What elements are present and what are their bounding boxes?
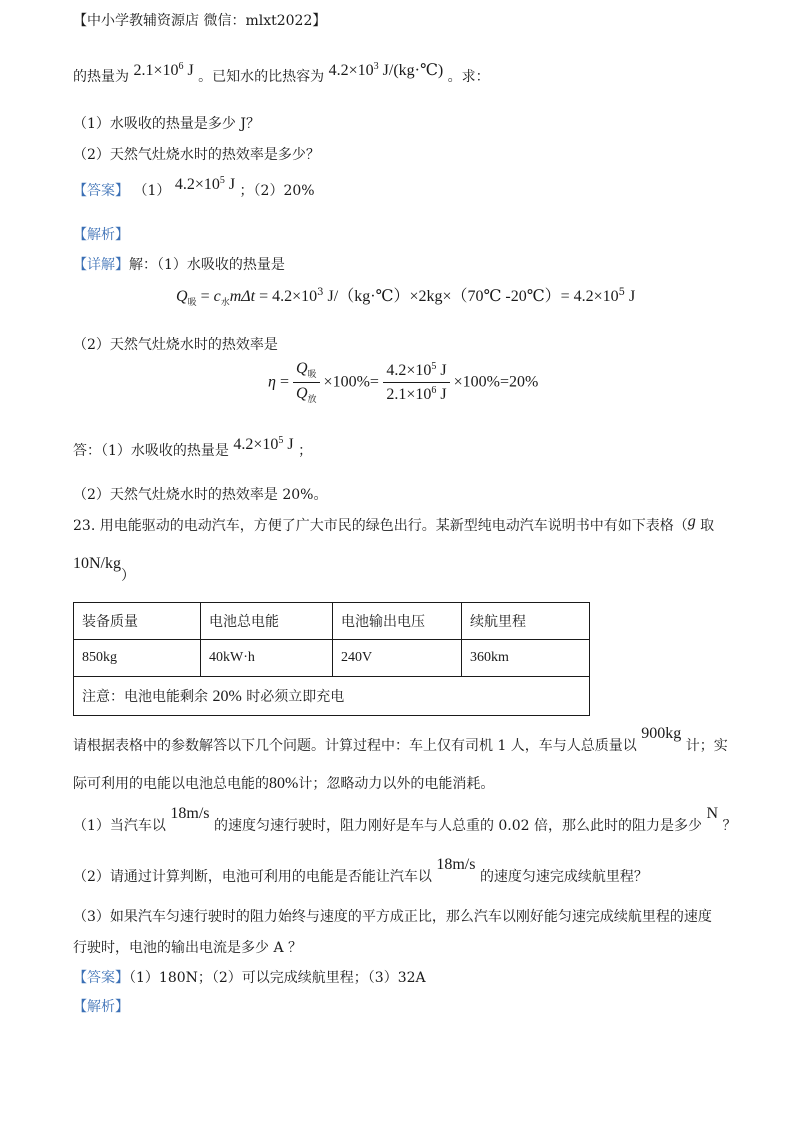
question-22-part-1: （1）水吸收的热量是多少 J？ (73, 116, 260, 132)
answer-tag: 【答案】 (73, 970, 129, 986)
detail-tag: 【详解】 (73, 257, 129, 273)
question-23-stem-line2: 10N/kg） (73, 555, 135, 584)
answer-22 (73, 175, 315, 200)
conclusion-2: （2）天然气灶烧水时的热效率是 20%。 (73, 487, 328, 503)
answer-tag: 【答案】 (73, 183, 129, 199)
text-segment: 际可利用的电能以电池总电能的 (73, 776, 269, 792)
heat-value: $2.1\times 10^6$ J (133, 61, 194, 79)
text-segment: （1）当汽车以 (73, 818, 166, 834)
text-segment: ？ (722, 818, 737, 834)
text-segment: 解：（1）水吸收的热量是 (129, 257, 285, 273)
question-23-part-3-line1: （3）如果汽车匀速行驶时的阻力始终与速度的平方成正比，那么汽车以刚好能匀速完成续航里程的速度 (73, 909, 712, 925)
question-22-continuation (73, 61, 490, 86)
table-header-cell: 装备质量 (74, 603, 201, 640)
conclusion-heat-value: $4.2\times 10^5$ J (233, 435, 294, 453)
table-header-row (74, 603, 590, 640)
table-header-cell: 电池输出电压 (333, 603, 462, 640)
instruction-line-1 (73, 725, 728, 755)
specification-table (73, 602, 590, 716)
analysis-tag-23: 【解析】 (73, 999, 129, 1015)
question-22-part-2: （2）天然气灶烧水时的热效率是多少？ (73, 147, 320, 163)
question-23-part-1 (73, 805, 737, 835)
percent-value: 80% (269, 775, 299, 792)
detail-intro (73, 254, 285, 274)
table-row (74, 640, 590, 677)
text-segment: ；（2）20% (239, 183, 315, 199)
question-23-stem: 23. 用电能驱动的电动汽车，方便了广大市民的绿色出行。某新型纯电动汽车说明书中有如下表格（g 取 (73, 513, 715, 534)
mass-value: 900kg (641, 725, 682, 742)
table-cell: 40kW·h (201, 640, 333, 677)
table-header-cell: 续航里程 (462, 603, 590, 640)
speed-value: 18m/s (436, 856, 476, 873)
specific-heat-value: $4.2\times 10^3$ J/(kg·℃) (328, 61, 444, 79)
efficiency-intro: （2）天然气灶烧水时的热效率是 (73, 337, 278, 353)
table-cell: 240V (333, 640, 462, 677)
text-segment: 计；忽略动力以外的电能消耗。 (298, 776, 495, 792)
text-segment: 的热量为 (73, 69, 129, 85)
question-23-part-2 (73, 856, 648, 886)
text-segment: 请根据表格中的参数解答以下几个问题。计算过程中：车上仅有司机 1 人，车与人总质量以 (73, 738, 637, 754)
fraction-values: $\frac{4.2\times 10^5 J}{2.1\times 10^6 J}$ (383, 361, 449, 404)
text-segment: 的速度匀速行驶时，阻力刚好是车与人总重的 0.02 倍，那么此时的阻力是多少 (213, 818, 703, 834)
text-segment: 计；实 (685, 738, 728, 754)
text-segment: 。求： (447, 69, 490, 85)
analysis-tag: 【解析】 (73, 227, 129, 243)
instruction-line-2 (73, 773, 494, 793)
answer-text: （1）180N；（2）可以完成续航里程；（3）32A (129, 970, 426, 986)
table-cell: 850kg (74, 640, 201, 677)
text-segment: ； (298, 443, 313, 459)
text-segment: 23. 用电能驱动的电动汽车，方便了广大市民的绿色出行。某新型纯电动汽车说明书中有如下表格（ (73, 518, 688, 534)
text-segment: 。已知水的比热容为 (198, 69, 325, 85)
table-note: 注意：电池电能剩余 20% 时必须立即充电 (74, 677, 590, 716)
formula-heat-absorbed: $Q_吸 = c_水m\Delta t = 4.2\times 10^3$ J/（kg·℃）×2kg×（70℃ -20℃）= $4.2\times 10^5$ J (176, 287, 636, 308)
fraction-q-ratio: $\frac{Q_吸}{Q_放}$ (293, 360, 320, 405)
page-header: 【中小学教辅资源店 微信：mlxt2022】 (73, 13, 327, 29)
question-23-part-3-line2: 行驶时，电池的输出电流是多少 A ？ (73, 940, 303, 956)
text-segment: 答：（1）水吸收的热量是 (73, 443, 229, 459)
table-note-row (74, 677, 590, 716)
answer-23 (73, 967, 426, 987)
answer-heat-value: $4.2\times 10^5$ J (174, 175, 236, 193)
formula-efficiency: η = $\frac{Q_吸}{Q_放}$ ×100%= $\frac{4.2\times 10^5 J}{2.1\times 10^6 J}$ ×100%=20% (268, 360, 539, 405)
conclusion-1 (73, 435, 313, 460)
text-segment: 的速度匀速完成续航里程？ (479, 869, 648, 885)
text-segment: （2）请通过计算判断，电池可利用的电能是否能让汽车以 (73, 869, 432, 885)
speed-value: 18m/s (170, 805, 210, 822)
table-header-cell: 电池总电能 (201, 603, 333, 640)
text-segment: （1） (133, 183, 171, 199)
unit-value: N (706, 805, 719, 822)
table-cell: 360km (462, 640, 590, 677)
text-segment: 取 (695, 518, 715, 534)
